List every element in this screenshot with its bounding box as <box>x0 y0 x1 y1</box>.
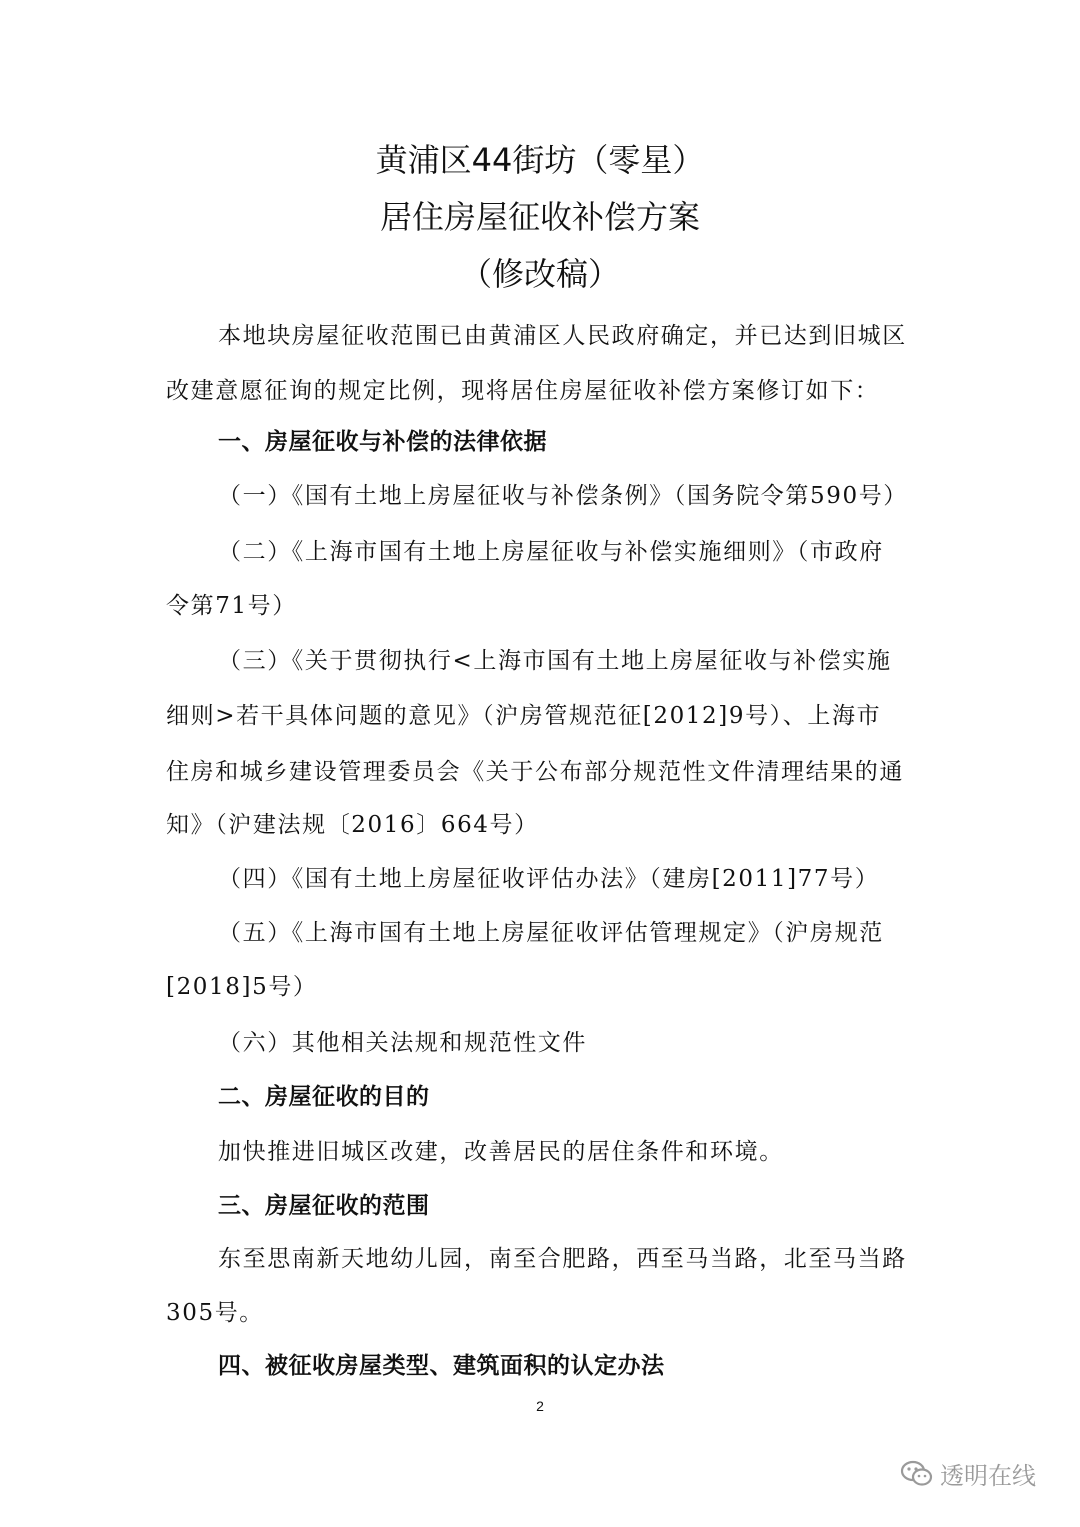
body-text-line: 加快推进旧城区改建，改善居民的居住条件和环境。 <box>218 1139 784 1165</box>
body-text-line: （五）《上海市国有土地上房屋征收评估管理规定》（沪房规范 <box>218 920 884 946</box>
body-text-line: 知》（沪建法规〔2016〕664号） <box>166 812 539 838</box>
body-text-line: （二）《上海市国有土地上房屋征收与补偿实施细则》（市政府 <box>218 539 884 565</box>
wechat-icon <box>900 1459 934 1489</box>
body-text-line: （三）《关于贯彻执行<上海市国有土地上房屋征收与补偿实施 <box>218 648 892 674</box>
watermark-text: 透明在线 <box>940 1462 1036 1490</box>
section-heading: 一、房屋征收与补偿的法律依据 <box>218 429 547 455</box>
body-text-line: （六）其他相关法规和规范性文件 <box>218 1030 587 1056</box>
body-text-line: 305号。 <box>166 1300 264 1326</box>
body-text-line: 本地块房屋征收范围已由黄浦区人民政府确定，并已达到旧城区 <box>218 323 907 349</box>
body-text-line: 令第71号） <box>166 593 297 619</box>
doc-title-line2: 居住房屋征收补偿方案 <box>379 198 700 236</box>
doc-title-line3: （修改稿） <box>459 255 620 293</box>
body-text-line: 东至思南新天地幼儿园，南至合肥路，西至马当路，北至马当路 <box>218 1246 907 1272</box>
body-text-line: 细则>若干具体问题的意见》（沪房管规范征[2012]9号）、上海市 <box>166 703 882 729</box>
body-text-line: [2018]5号） <box>166 974 318 1000</box>
section-heading: 四、被征收房屋类型、建筑面积的认定办法 <box>218 1353 665 1379</box>
section-heading: 二、房屋征收的目的 <box>218 1084 430 1110</box>
section-heading: 三、房屋征收的范围 <box>218 1193 430 1219</box>
page-number: 2 <box>536 1398 544 1414</box>
doc-title-line1: 黄浦区44街坊（零星） <box>375 141 705 179</box>
body-text-line: （四）《国有土地上房屋征收评估办法》（建房[2011]77号） <box>218 866 880 892</box>
body-text-line: 改建意愿征询的规定比例，现将居住房屋征收补偿方案修订如下： <box>166 378 880 404</box>
body-text-line: 住房和城乡建设管理委员会《关于公布部分规范性文件清理结果的通 <box>166 759 904 785</box>
watermark <box>900 1456 1036 1491</box>
body-text-line: （一）《国有土地上房屋征收与补偿条例》（国务院令第590号） <box>218 483 908 509</box>
